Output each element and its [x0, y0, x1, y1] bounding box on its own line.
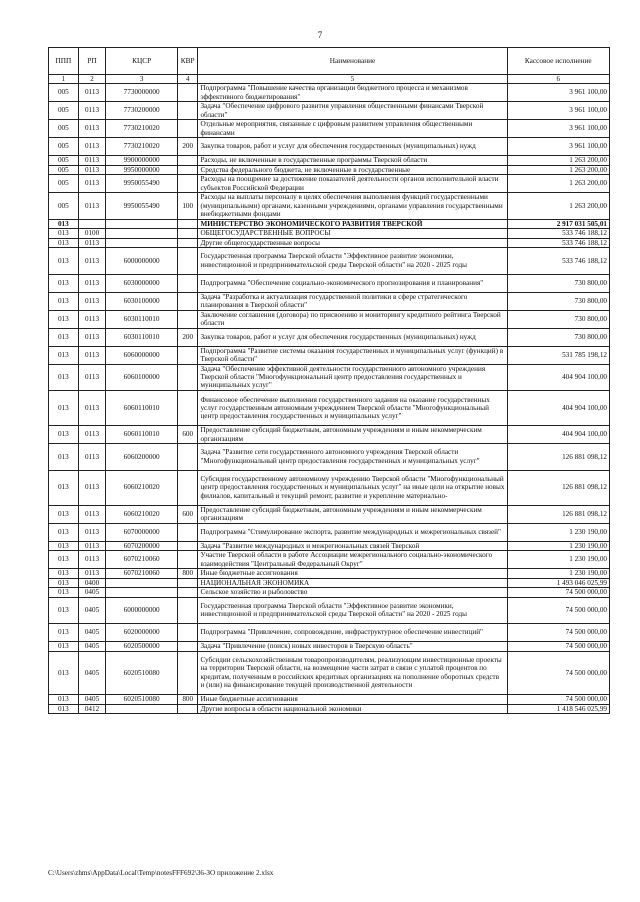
cell-name: Предоставление субсидий бюджетным, автономным учреждениям и иным некоммерческим организациям — [198, 426, 507, 444]
cell-kcsr: 6070210060 — [106, 569, 178, 579]
cell-amount: 2 917 031 505,01 — [507, 219, 609, 229]
cell-kcsr: 7730210020 — [106, 138, 178, 156]
table-row — [49, 238, 610, 248]
cell-rp: 0113 — [78, 569, 106, 579]
table-row — [49, 120, 610, 138]
table-row — [49, 364, 610, 391]
cell-rp: 0113 — [78, 444, 106, 471]
table-row — [49, 310, 610, 328]
cell-amount: 1 418 546 025,99 — [507, 704, 609, 714]
cell-amount: 1 263 200,00 — [507, 165, 609, 175]
cell-kvr — [177, 704, 197, 714]
table-row — [49, 248, 610, 275]
table-row — [49, 138, 610, 156]
cell-ppp: 013 — [49, 569, 79, 579]
cell-kcsr: 6000000000 — [106, 248, 178, 275]
cell-name: Задача "Развитие международных и межрегиональных связей Тверской — [198, 541, 507, 551]
cell-rp: 0113 — [78, 102, 106, 120]
cell-amount: 730 800,00 — [507, 292, 609, 310]
cell-amount: 74 500 000,00 — [507, 588, 609, 598]
cell-kvr — [177, 229, 197, 239]
cell-kvr — [177, 292, 197, 310]
cell-amount: 533 746 188,12 — [507, 248, 609, 275]
cell-kcsr: 6030110010 — [106, 328, 178, 346]
cell-ppp: 013 — [49, 588, 79, 598]
cell-kcsr: 6060210020 — [106, 505, 178, 523]
cell-rp: 0405 — [78, 695, 106, 705]
table-row — [49, 391, 610, 426]
cell-kvr — [177, 391, 197, 426]
cell-rp: 0113 — [78, 364, 106, 391]
cell-name: ОБЩЕГОСУДАРСТВЕННЫЕ ВОПРОСЫ — [198, 229, 507, 239]
cell-name: МИНИСТЕРСТВО ЭКОНОМИЧЕСКОГО РАЗВИТИЯ ТВЕРСКОЙ — [198, 219, 507, 229]
table-row — [49, 346, 610, 364]
cell-kcsr: 6030000000 — [106, 274, 178, 292]
cell-ppp: 013 — [49, 426, 79, 444]
table-row — [49, 569, 610, 579]
cell-ppp: 013 — [49, 642, 79, 652]
cell-amount: 74 500 000,00 — [507, 597, 609, 624]
cell-kvr — [177, 219, 197, 229]
cell-kvr — [177, 551, 197, 569]
cell-ppp: 013 — [49, 578, 79, 588]
cell-amount: 1 263 200,00 — [507, 156, 609, 166]
table-row — [49, 541, 610, 551]
cell-rp: 0113 — [78, 346, 106, 364]
cell-rp: 0113 — [78, 84, 106, 102]
cell-ppp: 013 — [49, 364, 79, 391]
page-number: 7 — [317, 30, 323, 40]
cell-kvr — [177, 651, 197, 695]
cell-ppp: 013 — [49, 229, 79, 239]
cell-ppp: 013 — [49, 219, 79, 229]
cell-name: Подпрограмма "Развитие системы оказания государственных и муниципальных услуг (функций) в Тверской области" — [198, 346, 507, 364]
cell-rp: 0113 — [78, 193, 106, 220]
cell-kcsr: 6000000000 — [106, 597, 178, 624]
cell-rp: 0113 — [78, 426, 106, 444]
cell-rp: 0405 — [78, 642, 106, 652]
table-row — [49, 551, 610, 569]
cell-ppp: 013 — [49, 444, 79, 471]
cell-name: Подпрограмма "Повышение качества организации бюджетного процесса и механизмов эффективного бюджетирования" — [198, 84, 507, 102]
table-row — [49, 523, 610, 541]
table-row — [49, 165, 610, 175]
cell-amount: 74 500 000,00 — [507, 642, 609, 652]
cell-kvr — [177, 523, 197, 541]
cell-ppp: 005 — [49, 156, 79, 166]
cell-kcsr: 7730200000 — [106, 102, 178, 120]
cell-rp: 0113 — [78, 470, 106, 505]
cell-ppp: 005 — [49, 165, 79, 175]
table-row — [49, 292, 610, 310]
cell-amount: 3 961 100,00 — [507, 102, 609, 120]
table-row — [49, 588, 610, 598]
cell-ppp: 013 — [49, 651, 79, 695]
cell-name: Финансовое обеспечение выполнения государственного задания на оказание государственных услуг государственным автономным учреждением Тверской области "Многофункциональный центр предоставления государственных и муниципальных услуг" — [198, 391, 507, 426]
cell-name: Субсидия государственному автономному учреждению Тверской области "Многофункциональный центр предоставления государственных и муниципальных услуг" на иные цели на открытие новых филиалов, капитальный и текущий ремонт, развитие и укрепление материально- — [198, 470, 507, 505]
column-index: 2 — [78, 75, 106, 84]
cell-name: Участие Тверской области в работе Ассоциации межрегионального социально-экономического взаимодействия "Центральный Федеральный Округ" — [198, 551, 507, 569]
cell-name: Отдельные мероприятия, связанные с цифровым развитием управления общественными финансами — [198, 120, 507, 138]
cell-name: Иные бюджетные ассигнования — [198, 695, 507, 705]
cell-kcsr: 6030110010 — [106, 310, 178, 328]
cell-kcsr: 6060100000 — [106, 364, 178, 391]
cell-rp: 0113 — [78, 274, 106, 292]
table-row — [49, 470, 610, 505]
cell-rp: 0400 — [78, 578, 106, 588]
table-row — [49, 651, 610, 695]
column-index: 4 — [177, 75, 197, 84]
cell-kcsr: 9950055490 — [106, 175, 178, 193]
cell-kcsr: 7730210020 — [106, 120, 178, 138]
cell-kvr — [177, 84, 197, 102]
cell-ppp: 013 — [49, 551, 79, 569]
cell-ppp: 013 — [49, 695, 79, 705]
cell-name: Средства федерального бюджета, не включенные в государственные — [198, 165, 507, 175]
cell-amount: 3 961 100,00 — [507, 120, 609, 138]
cell-name: Субсидии сельскохозяйственным товаропроизводителям, реализующим инвестиционные проекты на территории Тверской области, на возмещение части затрат в связи с уплатой процентов по кредитам, полученным в российских кредитных организациях на пополнение оборотных средств и (или) на финансирование текущей производственной деятельности — [198, 651, 507, 695]
cell-amount: 1 230 190,00 — [507, 551, 609, 569]
cell-kvr — [177, 238, 197, 248]
table-row — [49, 642, 610, 652]
cell-ppp: 013 — [49, 391, 79, 426]
cell-kcsr: 6020500000 — [106, 642, 178, 652]
cell-ppp: 013 — [49, 597, 79, 624]
table-row — [49, 229, 610, 239]
header-rp: РП — [78, 48, 106, 75]
cell-name: Подпрограмма "Привлечение, сопровождение, инфраструктурное обеспечение инвестиций" — [198, 624, 507, 642]
cell-amount: 74 500 000,00 — [507, 651, 609, 695]
table-row — [49, 704, 610, 714]
cell-rp: 0113 — [78, 310, 106, 328]
cell-ppp: 013 — [49, 248, 79, 275]
cell-name: Задача "Развитие сети государственного автономного учреждения Тверской области "Многофункциональный центр предоставления государственных и муниципальных услуг" — [198, 444, 507, 471]
cell-kcsr: 6030100000 — [106, 292, 178, 310]
cell-kvr — [177, 102, 197, 120]
cell-kvr: 800 — [177, 695, 197, 705]
cell-kvr: 200 — [177, 328, 197, 346]
cell-kvr — [177, 597, 197, 624]
table-row — [49, 578, 610, 588]
cell-kvr: 200 — [177, 138, 197, 156]
cell-name: Заключение соглашения (договора) по присвоению и мониторингу кредитного рейтинга Тверской области — [198, 310, 507, 328]
cell-ppp: 013 — [49, 310, 79, 328]
cell-ppp: 005 — [49, 84, 79, 102]
file-path-footer: C:\Users\zhms\AppData\Local\Temp\notesFFF692\36-ЗО приложение 2.xlsx — [48, 869, 274, 877]
cell-kvr — [177, 642, 197, 652]
column-index: 6 — [507, 75, 609, 84]
cell-kvr — [177, 470, 197, 505]
cell-rp: 0405 — [78, 597, 106, 624]
cell-kvr — [177, 274, 197, 292]
cell-rp: 0113 — [78, 541, 106, 551]
cell-amount: 533 746 188,12 — [507, 238, 609, 248]
cell-kvr — [177, 364, 197, 391]
cell-kcsr: 6060200000 — [106, 444, 178, 471]
cell-kvr — [177, 120, 197, 138]
cell-name: Задача "Обеспечение эффективной деятельности государственного автономного учреждения Тверской области "Многофункциональный центр предоставления государственных и муниципальных услуг" — [198, 364, 507, 391]
cell-kvr — [177, 248, 197, 275]
table-row — [49, 444, 610, 471]
cell-ppp: 013 — [49, 346, 79, 364]
cell-kcsr: 9950000000 — [106, 165, 178, 175]
column-index: 3 — [106, 75, 178, 84]
cell-kcsr: 6060110010 — [106, 426, 178, 444]
table-row — [49, 624, 610, 642]
cell-ppp: 013 — [49, 274, 79, 292]
cell-rp: 0100 — [78, 229, 106, 239]
cell-ppp: 013 — [49, 523, 79, 541]
table-row — [49, 695, 610, 705]
cell-rp: 0113 — [78, 120, 106, 138]
cell-amount: 3 961 100,00 — [507, 138, 609, 156]
cell-ppp: 013 — [49, 328, 79, 346]
table-row — [49, 505, 610, 523]
cell-ppp: 013 — [49, 238, 79, 248]
cell-kcsr: 7730000000 — [106, 84, 178, 102]
cell-name: Закупка товаров, работ и услуг для обеспечения государственных (муниципальных) нужд — [198, 138, 507, 156]
cell-name: НАЦИОНАЛЬНАЯ ЭКОНОМИКА — [198, 578, 507, 588]
cell-amount: 531 785 198,12 — [507, 346, 609, 364]
cell-kcsr: 6070200000 — [106, 541, 178, 551]
cell-amount: 404 904 100,00 — [507, 426, 609, 444]
cell-rp: 0405 — [78, 651, 106, 695]
cell-rp: 0113 — [78, 391, 106, 426]
cell-name: Задача "Обеспечение цифрового развития управления общественными финансами Тверской области" — [198, 102, 507, 120]
cell-rp: 0113 — [78, 138, 106, 156]
header-name: Наименование — [198, 48, 507, 75]
cell-kvr — [177, 165, 197, 175]
cell-amount: 404 904 100,00 — [507, 391, 609, 426]
cell-kcsr — [106, 219, 178, 229]
cell-kcsr: 9950055490 — [106, 193, 178, 220]
cell-ppp: 005 — [49, 175, 79, 193]
cell-ppp: 005 — [49, 193, 79, 220]
cell-amount: 1 230 190,00 — [507, 541, 609, 551]
header-kvr: КВР — [177, 48, 197, 75]
cell-kvr — [177, 346, 197, 364]
cell-amount: 126 881 098,12 — [507, 470, 609, 505]
cell-rp: 0113 — [78, 505, 106, 523]
column-index: 5 — [198, 75, 507, 84]
cell-ppp: 013 — [49, 704, 79, 714]
cell-rp: 0405 — [78, 588, 106, 598]
table-row — [49, 426, 610, 444]
table-row — [49, 102, 610, 120]
cell-rp: 0113 — [78, 551, 106, 569]
cell-rp — [78, 219, 106, 229]
cell-amount: 3 961 100,00 — [507, 84, 609, 102]
cell-name: Расходы на поощрение за достижение показателей деятельности органов исполнительной власти субъектов Российской Федерации — [198, 175, 507, 193]
cell-kvr — [177, 588, 197, 598]
cell-kvr — [177, 541, 197, 551]
cell-amount: 1 230 190,00 — [507, 523, 609, 541]
cell-name: Иные бюджетные ассигнования — [198, 569, 507, 579]
cell-kcsr — [106, 578, 178, 588]
cell-name: Расходы на выплаты персоналу в целях обеспечения выполнения функций государственными (муниципальными) органами, казенными учреждениями, органами управления государственными внебюджетными фондами — [198, 193, 507, 220]
cell-ppp: 013 — [49, 292, 79, 310]
header-ppp: ППП — [49, 48, 79, 75]
cell-kvr — [177, 444, 197, 471]
cell-ppp: 013 — [49, 470, 79, 505]
cell-kcsr: 6060210020 — [106, 470, 178, 505]
cell-kcsr — [106, 704, 178, 714]
table-row — [49, 219, 610, 229]
cell-rp: 0113 — [78, 328, 106, 346]
cell-amount: 126 881 098,12 — [507, 444, 609, 471]
cell-kvr: 600 — [177, 505, 197, 523]
header-kcsr: КЦСР — [106, 48, 178, 75]
cell-amount: 126 881 098,12 — [507, 505, 609, 523]
table-row — [49, 193, 610, 220]
cell-kcsr: 6020510080 — [106, 651, 178, 695]
cell-name: Другие вопросы в области национальной экономики — [198, 704, 507, 714]
cell-rp: 0113 — [78, 238, 106, 248]
column-index: 1 — [49, 75, 79, 84]
cell-ppp: 013 — [49, 541, 79, 551]
cell-kvr — [177, 624, 197, 642]
cell-amount: 730 800,00 — [507, 328, 609, 346]
table-row — [49, 156, 610, 166]
cell-kvr: 600 — [177, 426, 197, 444]
cell-ppp: 005 — [49, 102, 79, 120]
cell-amount: 1 263 200,00 — [507, 175, 609, 193]
cell-rp: 0113 — [78, 523, 106, 541]
cell-kvr — [177, 578, 197, 588]
cell-kcsr: 6070000000 — [106, 523, 178, 541]
cell-name: Другие общегосударственные вопросы — [198, 238, 507, 248]
table-row — [49, 175, 610, 193]
cell-amount: 74 500 000,00 — [507, 695, 609, 705]
cell-name: Подпрограмма "Стимулирование экспорта, развитие международных и межрегиональных связей" — [198, 523, 507, 541]
cell-amount: 1 493 046 025,99 — [507, 578, 609, 588]
cell-name: Сельское хозяйство и рыболовство — [198, 588, 507, 598]
cell-name: Государственная программа Тверской области "Эффективное развитие экономики, инвестиционной и предпринимательской среды Тверской области" на 2020 - 2025 годы — [198, 597, 507, 624]
cell-rp: 0113 — [78, 156, 106, 166]
cell-name: Подпрограмма "Обеспечение социально-экономического прогнозирования и планирования" — [198, 274, 507, 292]
table-row — [49, 84, 610, 102]
column-index-row — [49, 75, 610, 84]
cell-amount: 730 800,00 — [507, 310, 609, 328]
cell-ppp: 013 — [49, 505, 79, 523]
cell-kcsr: 6020510080 — [106, 695, 178, 705]
cell-kvr — [177, 175, 197, 193]
table-header-row — [49, 48, 610, 75]
cell-rp: 0113 — [78, 165, 106, 175]
cell-amount: 730 800,00 — [507, 274, 609, 292]
cell-amount: 74 500 000,00 — [507, 624, 609, 642]
cell-ppp: 013 — [49, 624, 79, 642]
cell-kcsr — [106, 238, 178, 248]
cell-amount: 533 746 188,12 — [507, 229, 609, 239]
cell-rp: 0412 — [78, 704, 106, 714]
cell-rp: 0405 — [78, 624, 106, 642]
cell-rp: 0113 — [78, 248, 106, 275]
cell-amount: 404 904 100,00 — [507, 364, 609, 391]
cell-amount: 1 230 190,00 — [507, 569, 609, 579]
cell-kcsr: 6020000000 — [106, 624, 178, 642]
cell-ppp: 005 — [49, 138, 79, 156]
budget-execution-table — [48, 47, 610, 714]
table-row — [49, 274, 610, 292]
cell-name: Предоставление субсидий бюджетным, автономным учреждениям и иным некоммерческим организациям — [198, 505, 507, 523]
cell-name: Закупка товаров, работ и услуг для обеспечения государственных (муниципальных) нужд — [198, 328, 507, 346]
cell-kvr — [177, 156, 197, 166]
cell-kvr — [177, 310, 197, 328]
cell-kcsr: 6060110010 — [106, 391, 178, 426]
cell-kcsr: 9900000000 — [106, 156, 178, 166]
cell-amount: 1 263 200,00 — [507, 193, 609, 220]
cell-kcsr — [106, 588, 178, 598]
cell-ppp: 005 — [49, 120, 79, 138]
cell-kvr: 800 — [177, 569, 197, 579]
cell-name: Задача "Разработка и актуализация государственной политики в сфере стратегического планирования в Тверской области" — [198, 292, 507, 310]
cell-kcsr: 6060000000 — [106, 346, 178, 364]
cell-kcsr: 6070210060 — [106, 551, 178, 569]
cell-rp: 0113 — [78, 175, 106, 193]
cell-rp: 0113 — [78, 292, 106, 310]
cell-name: Государственная программа Тверской области "Эффективное развитие экономики, инвестиционной и предпринимательской среды Тверской области" на 2020 - 2025 годы — [198, 248, 507, 275]
cell-kcsr — [106, 229, 178, 239]
header-cash-execution: Кассовое исполнение — [507, 48, 609, 75]
table-row — [49, 328, 610, 346]
cell-name: Задача "Привлечение (поиск) новых инвесторов в Тверскую область" — [198, 642, 507, 652]
table-row — [49, 597, 610, 624]
cell-kvr: 100 — [177, 193, 197, 220]
cell-name: Расходы, не включенные в государственные программы Тверской области — [198, 156, 507, 166]
